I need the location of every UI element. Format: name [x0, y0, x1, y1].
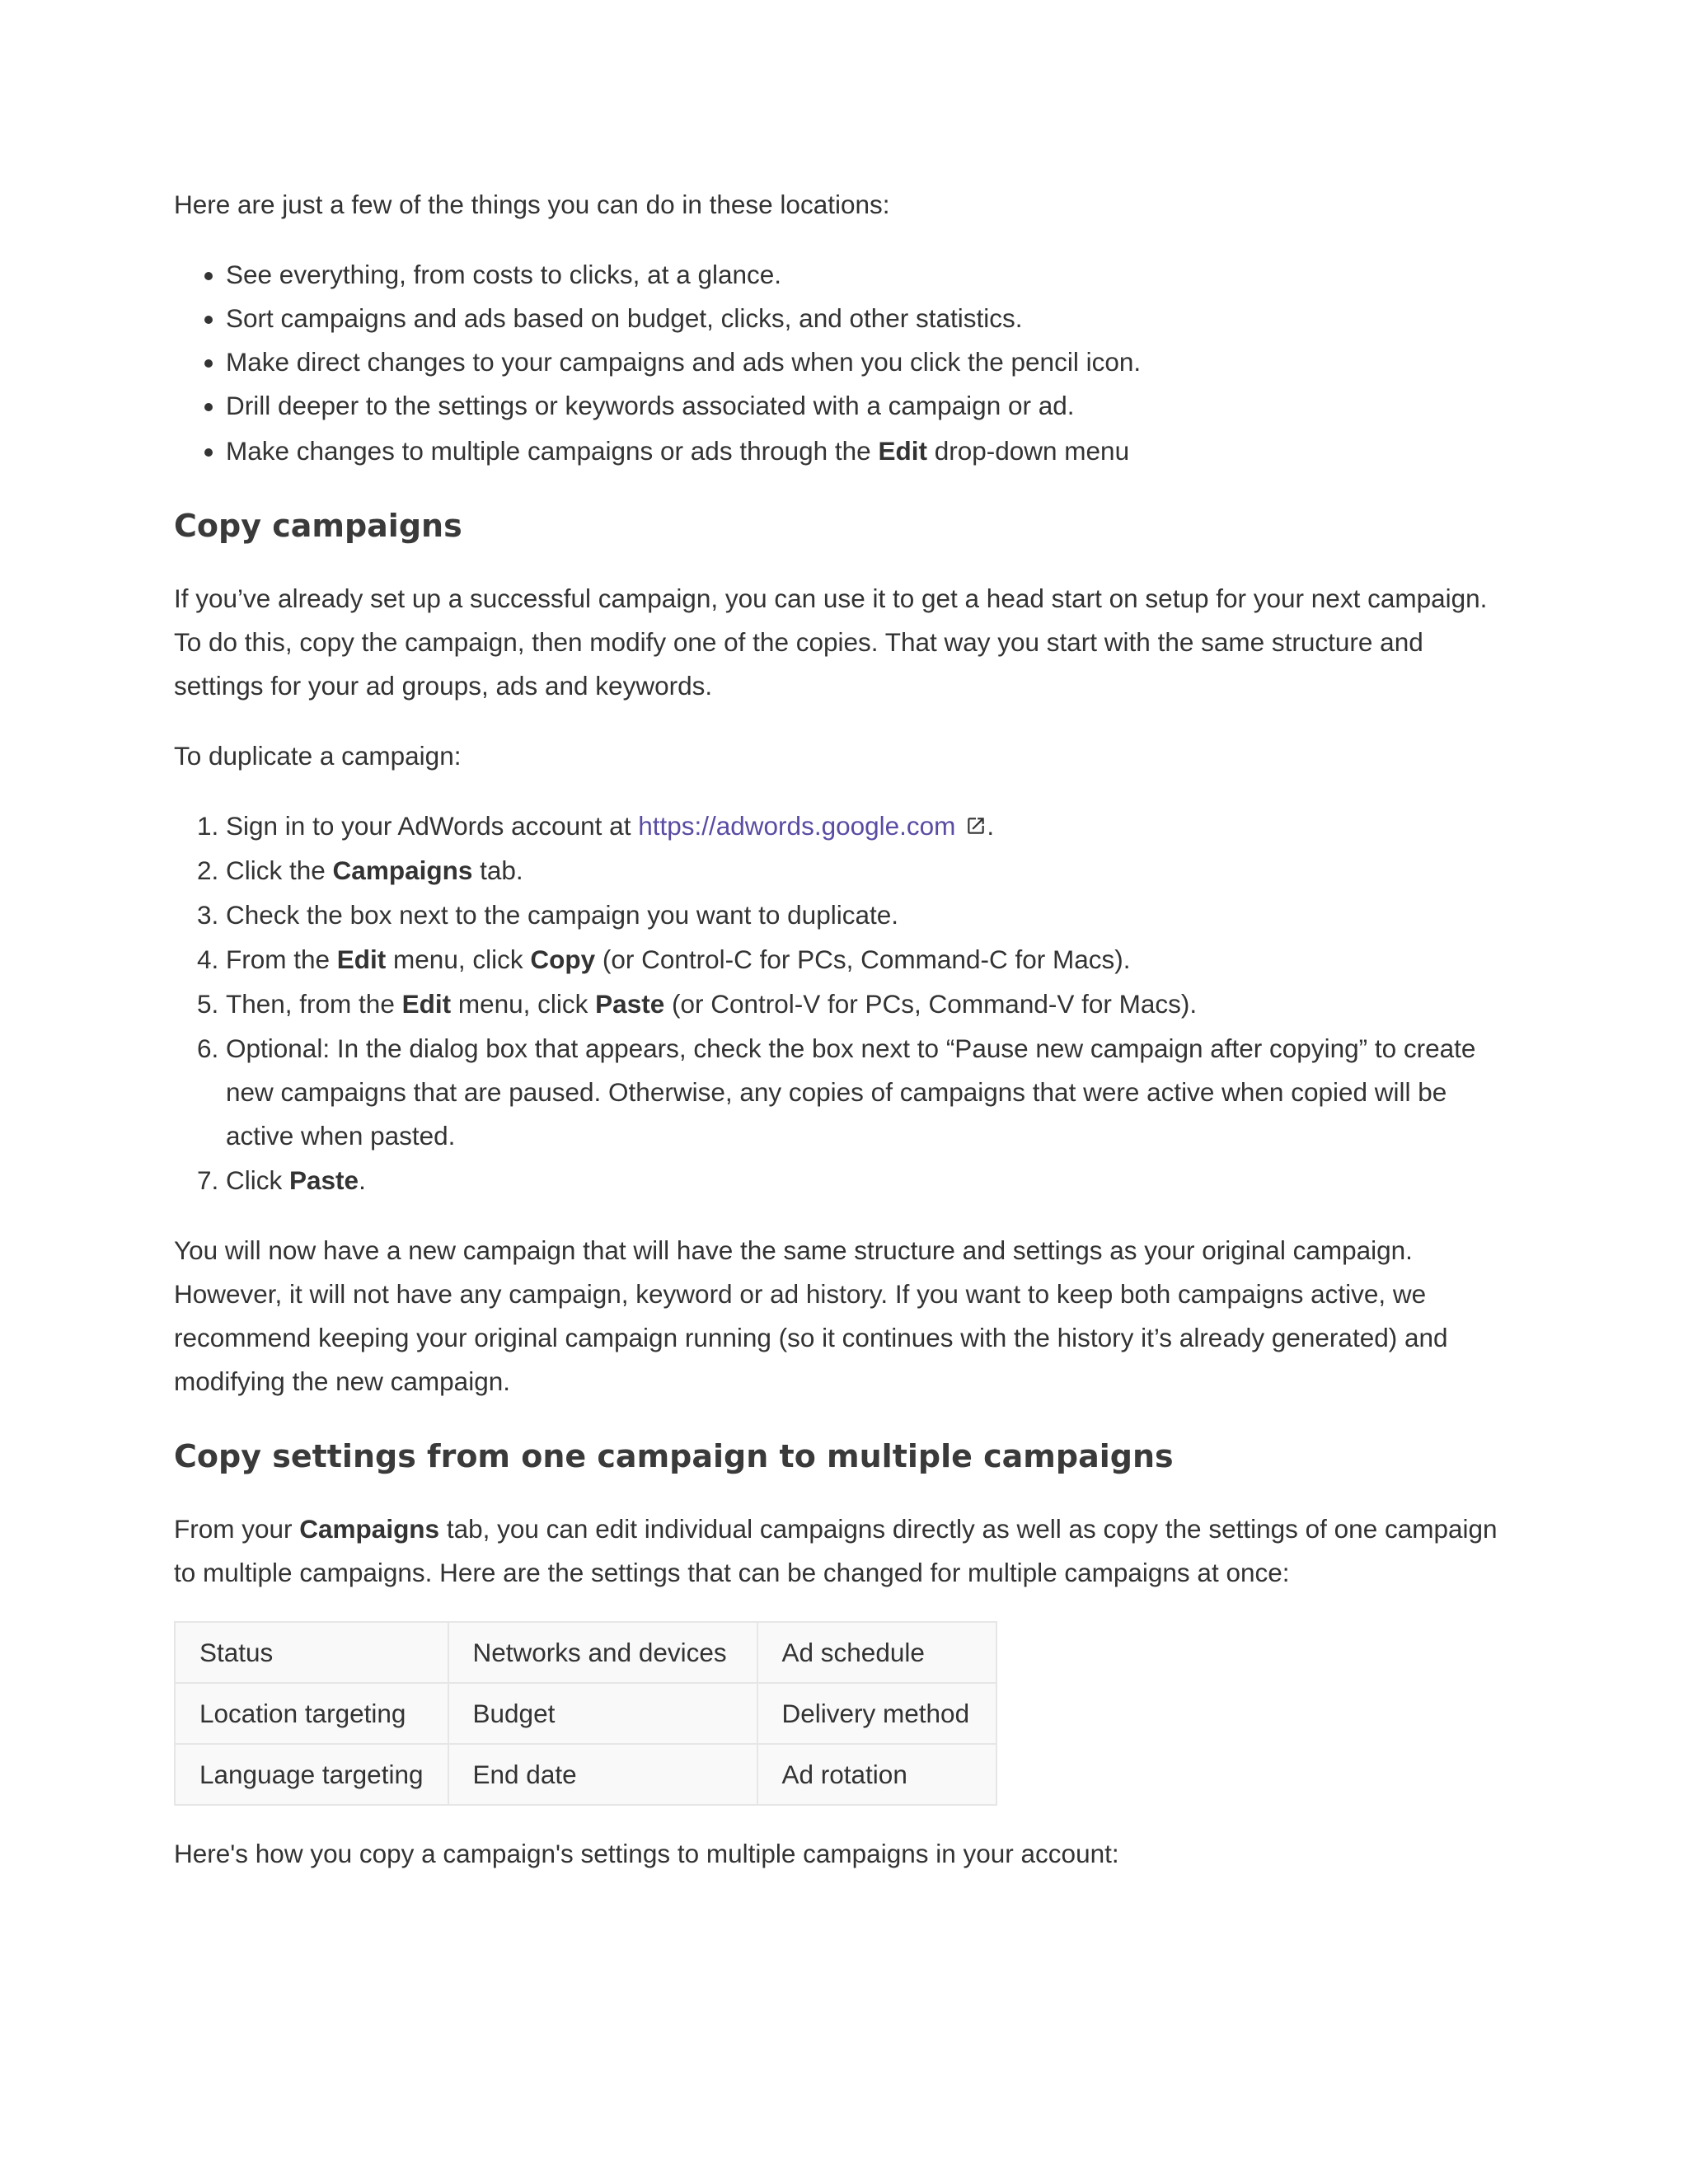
bold-text: Edit — [336, 944, 387, 974]
duplicate-lead: To duplicate a campaign: — [174, 741, 462, 771]
table-row — [175, 1683, 996, 1744]
table-cell: Location targeting — [175, 1683, 448, 1744]
section-heading-copy-settings: Copy settings from one campaign to multiple campaigns — [174, 1438, 1174, 1474]
step-item — [226, 1159, 1517, 1202]
text-span: Sign in to your AdWords account at — [226, 811, 639, 841]
footer-text: Here's how you copy a campaign's settings to multiple campaigns in your account: — [174, 1839, 1119, 1868]
bold-text: Edit — [878, 436, 927, 466]
bold-text: Edit — [401, 989, 452, 1019]
external-link-icon[interactable] — [965, 815, 987, 837]
text-span: Click — [226, 1165, 289, 1195]
text-span: . — [359, 1165, 366, 1195]
list-item: • Sort campaigns and ads based on budget, clicks, and other statistics. — [226, 297, 1517, 340]
text-span: Click the — [226, 855, 333, 885]
text-span: menu, click — [386, 944, 531, 974]
table-cell: Networks and devices — [448, 1622, 757, 1683]
table-cell: Delivery method — [757, 1683, 996, 1744]
text-span: From your — [174, 1514, 300, 1544]
feature-list — [174, 253, 1517, 473]
text-span: From the — [226, 944, 337, 974]
table-cell: Language targeting — [175, 1744, 448, 1805]
text-span: menu, click — [451, 989, 596, 1019]
bold-text: Paste — [595, 989, 665, 1019]
list-item: • See everything, from costs to clicks, at a glance. — [226, 253, 1517, 297]
settings-table — [174, 1621, 997, 1806]
text-span: Then, from the — [226, 989, 402, 1019]
list-item — [226, 429, 1517, 473]
closing-paragraph: You will now have a new campaign that will have the same structure and settings as your original campaign. However, it will not have any campaign, keyword or ad history. If you want to keep both campaigns active, we recommend keeping your original campaign running (so it continues with the history it’s already generated) and modifying the new campaign. — [174, 1235, 1448, 1396]
bold-text: Copy — [530, 944, 596, 974]
table-cell: Ad schedule — [757, 1622, 996, 1683]
bold-text: Paste — [289, 1165, 359, 1195]
text-span: Make changes to multiple campaigns or ads through the — [226, 436, 879, 466]
list-item: • Make direct changes to your campaigns and ads when you click the pencil icon. — [226, 340, 1517, 384]
intro-text: Here are just a few of the things you can do in these locations: — [174, 190, 890, 219]
step-item — [226, 982, 1517, 1026]
list-item: • Drill deeper to the settings or keywords associated with a campaign or ad. — [226, 384, 1517, 428]
bold-text: Campaigns — [299, 1514, 440, 1544]
step-item — [226, 804, 1517, 848]
step-item: 6. Optional: In the dialog box that appears, check the box next to “Pause new campaign after copying” to create new campaigns that are paused. Otherwise, any copies of campaigns that were active when copied will be active when pasted. — [226, 1027, 1517, 1158]
step-item — [226, 849, 1517, 893]
step-item: 3. Check the box next to the campaign you want to duplicate. — [226, 893, 1517, 937]
text-span: tab. — [472, 855, 523, 885]
section-heading-copy-campaigns: Copy campaigns — [174, 508, 462, 544]
text-span: drop-down menu — [926, 436, 1130, 466]
adwords-link[interactable]: https://adwords.google.com — [638, 811, 956, 841]
table-row — [175, 1744, 996, 1805]
table-row — [175, 1622, 996, 1683]
table-cell: Status — [175, 1622, 448, 1683]
table-cell: Ad rotation — [757, 1744, 996, 1805]
document-page — [174, 183, 1517, 1902]
duplicate-steps — [174, 804, 1517, 1202]
text-span: tab, you can edit individual campaigns directly as well as copy the settings of one campaign to multiple campaigns. Here are the settings that can be changed for multiple campaigns at once: — [174, 1514, 1498, 1587]
text-span: (or Control-C for PCs, Command-C for Macs). — [595, 944, 1131, 974]
copy-settings-paragraph — [174, 1507, 1517, 1595]
table-cell: Budget — [448, 1683, 757, 1744]
table-cell: End date — [448, 1744, 757, 1805]
bold-text: Campaigns — [332, 855, 473, 885]
text-span: . — [987, 811, 995, 841]
text-span: (or Control-V for PCs, Command-V for Macs). — [664, 989, 1198, 1019]
step-item — [226, 938, 1517, 982]
copy-campaigns-paragraph: If you’ve already set up a successful campaign, you can use it to get a head start on setup for your next campaign. To do this, copy the campaign, then modify one of the copies. That way you start with the same structure and settings for your ad groups, ads and keywords. — [174, 583, 1488, 701]
